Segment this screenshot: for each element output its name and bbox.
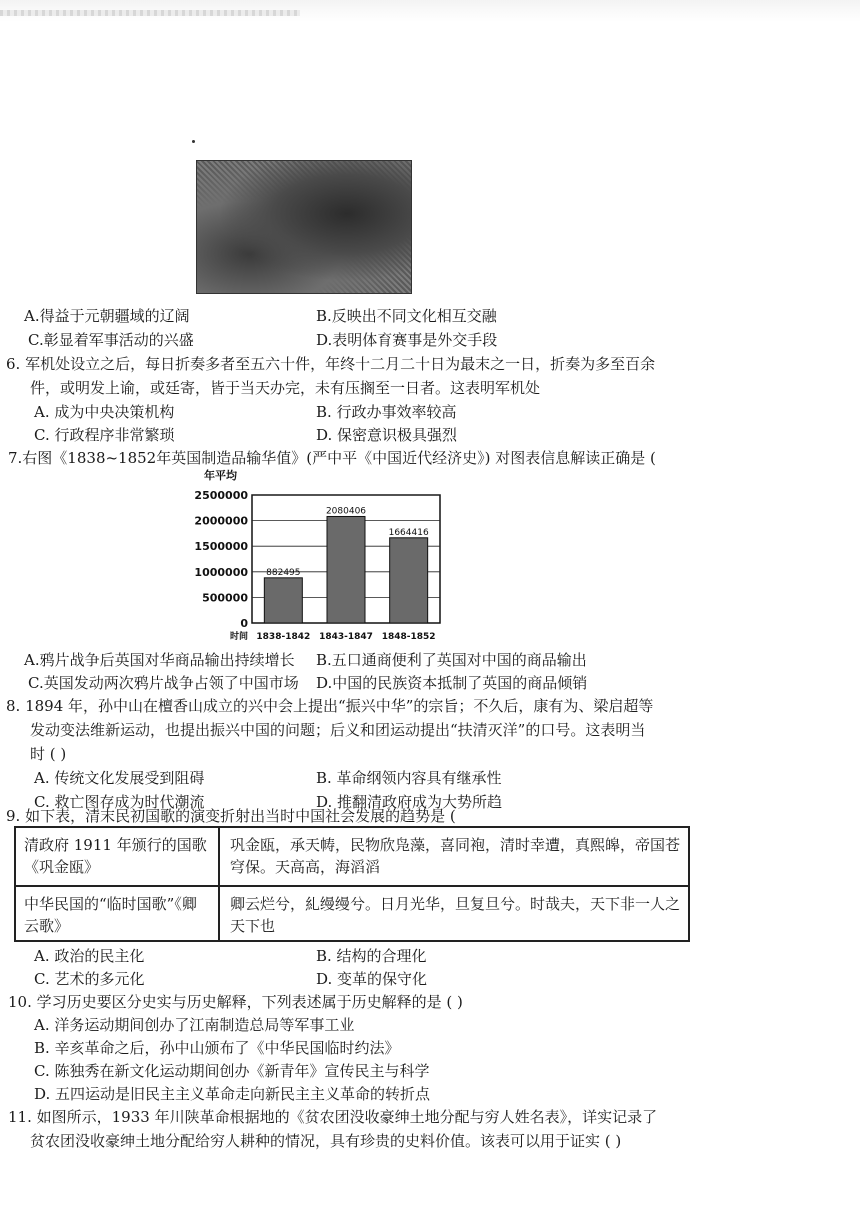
q10-option-b: B. 辛亥革命之后，孙中山颁布了《中华民国临时约法》 xyxy=(34,1039,400,1057)
bar-chart xyxy=(190,465,480,645)
q10-option-c: C. 陈独秀在新文化运动期间创办《新青年》宣传民主与科学 xyxy=(34,1062,430,1080)
y-tick-label: 500000 xyxy=(202,591,248,605)
q8-stem-line1: 8. 1894 年，孙中山在檀香山成立的兴中会上提出“振兴中华”的宗旨；不久后，康有为、梁启超等 xyxy=(6,697,654,715)
bar xyxy=(264,578,302,623)
bar xyxy=(390,538,428,623)
q6-stem-line1: 6. 军机处设立之后，每日折奏多者至五六十件，年终十二月二十日为最末之一日，折奏为多至百余 xyxy=(6,355,656,373)
q5-option-a: A.得益于元朝疆域的辽阔 xyxy=(24,307,190,325)
scan-noise-strip xyxy=(0,10,300,16)
q8-stem-line3: 时 ( ) xyxy=(30,745,67,763)
q6-option-c: C. 行政程序非常繁琐 xyxy=(34,426,175,444)
q7-option-a: A.鸦片战争后英国对华商品输出持续增长 xyxy=(24,651,295,669)
q8-stem-line2: 发动变法维新运动，也提出振兴中国的问题；后义和团运动提出“扶清灭洋”的口号。这表明当 xyxy=(30,721,646,739)
bar xyxy=(327,516,365,623)
q10-option-a: A. 洋务运动期间创办了江南制造总局等军事工业 xyxy=(34,1016,355,1034)
q5-option-c: C.彰显着军事活动的兴盛 xyxy=(28,331,194,349)
y-tick-label: 1500000 xyxy=(194,540,248,554)
q7-option-b: B.五口通商便利了英国对中国的商品输出 xyxy=(316,651,587,669)
table-cell-lyrics: 巩金瓯，承天帱，民物欣凫藻，喜同袍，清时幸遭，真熙皞，帝国苍穹保。天高高，海滔滔 xyxy=(230,836,681,876)
q8-option-b: B. 革命纲领内容具有继承性 xyxy=(316,769,502,787)
table-cell-anthem-name: 中华民国的“临时国歌”《卿云歌》 xyxy=(16,887,220,942)
table-row xyxy=(16,828,688,887)
x-tick-label: 1838-1842 xyxy=(256,632,311,642)
q10-stem: 10. 学习历史要区分史实与历史解释，下列表述属于历史解释的是 ( ) xyxy=(8,993,463,1011)
q8-option-a: A. 传统文化发展受到阻碍 xyxy=(34,769,205,787)
q6-option-a: A. 成为中央决策机构 xyxy=(34,403,175,421)
q7-stem: 7.右图《1838~1852年英国制造品输华值》(严中平《中国近代经济史》) 对图表信息解读正确是 ( xyxy=(8,449,656,467)
bar-value-label: 882495 xyxy=(266,567,301,578)
table-cell-anthem-name: 清政府 1911 年颁行的国歌《巩金瓯》 xyxy=(16,828,220,885)
q5-option-d: D.表明体育赛事是外交手段 xyxy=(316,331,498,349)
q6-option-d: D. 保密意识极具强烈 xyxy=(316,426,458,444)
q8-option-d: D. 推翻清政府成为大势所趋 xyxy=(316,793,503,811)
q7-option-c: C.英国发动两次鸦片战争占领了中国市场 xyxy=(28,674,299,692)
anthem-table xyxy=(14,826,690,942)
q10-option-d: D. 五四运动是旧民主主义革命走向新民主主义革命的转折点 xyxy=(34,1085,431,1103)
chart-xlabel: 时间 xyxy=(230,632,249,642)
y-tick-label: 2000000 xyxy=(194,514,248,528)
historical-artwork-image xyxy=(196,160,412,294)
q9-stem: 9. 如下表，清末民初国歌的演变折射出当时中国社会发展的趋势是 ( xyxy=(6,807,456,825)
scan-speck xyxy=(192,140,195,143)
y-tick-label: 1000000 xyxy=(194,565,248,579)
q9-option-a: A. 政治的民主化 xyxy=(34,947,145,965)
q9-option-c: C. 艺术的多元化 xyxy=(34,970,145,988)
bar-value-label: 2080406 xyxy=(325,506,367,517)
table-cell-lyrics: 卿云烂兮，糺缦缦兮。日月光华，旦复旦兮。时哉夫，天下非一人之天下也 xyxy=(230,895,681,935)
q5-option-b: B.反映出不同文化相互交融 xyxy=(316,307,497,325)
bars-group xyxy=(264,506,429,623)
chart-ylabel: 年平均 xyxy=(204,469,237,482)
y-tick-label: 2500000 xyxy=(194,489,248,502)
q9-option-b: B. 结构的合理化 xyxy=(316,947,427,965)
q6-stem-line2: 件，或明发上谕，或廷寄，皆于当天办完，未有压搁至一日者。这表明军机处 xyxy=(30,379,541,397)
q11-stem-line2: 贫农团没收豪绅土地分配给穷人耕种的情况，具有珍贵的史料价值。该表可以用于证实 ( ) xyxy=(30,1132,622,1150)
y-tick-label: 0 xyxy=(240,617,248,630)
q11-stem-line1: 11. 如图所示，1933 年川陕革命根据地的《贫农团没收豪绅土地分配与穷人姓名表》，详实记录了 xyxy=(8,1108,658,1126)
x-tick-label: 1843-1847 xyxy=(319,632,373,642)
q7-option-d: D.中国的民族资本抵制了英国的商品倾销 xyxy=(316,674,588,692)
q6-option-b: B. 行政办事效率较高 xyxy=(316,403,457,421)
x-axis-labels xyxy=(256,632,435,642)
q8-option-c: C. 救亡图存成为时代潮流 xyxy=(34,793,205,811)
table-row xyxy=(16,887,688,942)
q9-option-d: D. 变革的保守化 xyxy=(316,970,428,988)
x-tick-label: 1848-1852 xyxy=(381,632,436,642)
bar-value-label: 1664416 xyxy=(388,527,429,538)
